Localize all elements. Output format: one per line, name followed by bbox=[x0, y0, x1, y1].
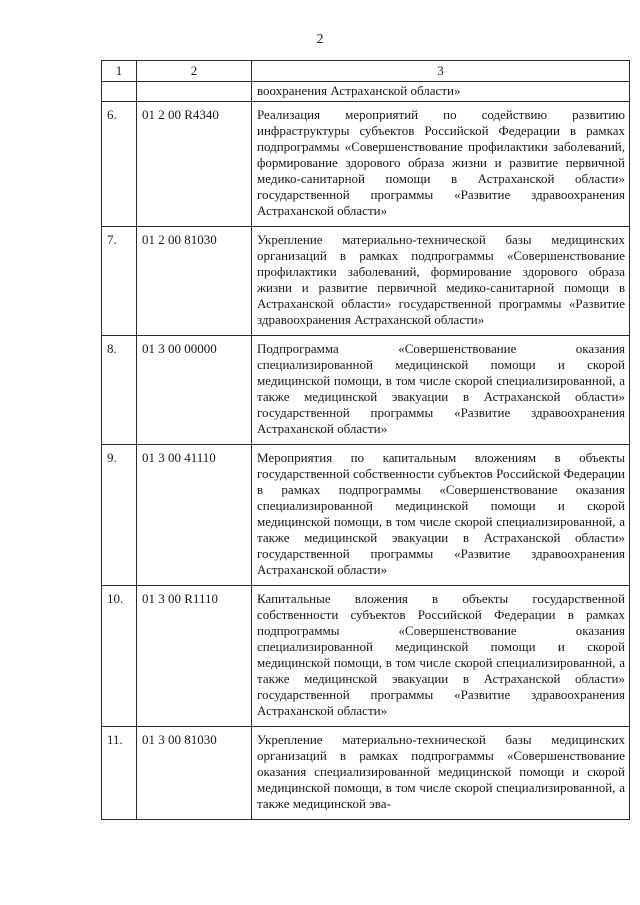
column-header-2: 2 bbox=[137, 61, 252, 82]
row-code: 01 3 00 81030 bbox=[137, 727, 252, 820]
row-number: 8. bbox=[102, 336, 137, 445]
row-number: 6. bbox=[102, 102, 137, 227]
table-row-continuation bbox=[102, 82, 630, 102]
table-row bbox=[102, 586, 630, 727]
row-description: Подпрограмма «Совершенствование оказания специализированной медицинской помощи и скорой медицинской помощи, в том числе скорой специализированной, а также медицинской эвакуации в Астраханской области» государственной программы «Развитие здравоохранения Астраханской области» bbox=[252, 336, 630, 445]
row-code: 01 3 00 R1110 bbox=[137, 586, 252, 727]
column-header-1: 1 bbox=[102, 61, 137, 82]
row-code: 01 2 00 R4340 bbox=[137, 102, 252, 227]
row-description: Капитальные вложения в объекты государственной собственности субъектов Российской Федерации в рамках подпрограммы «Совершенствование оказания специализированной медицинской помощи и скорой медицинской помощи, в том числе скорой специализированной, а также медицинской эвакуации в Астраханской области» государственной программы «Развитие здравоохранения Астраханской области» bbox=[252, 586, 630, 727]
table-row bbox=[102, 102, 630, 227]
row-code: 01 2 00 81030 bbox=[137, 227, 252, 336]
row-number: 9. bbox=[102, 445, 137, 586]
document-table bbox=[101, 60, 630, 820]
table-row bbox=[102, 445, 630, 586]
row-description: Укрепление материально-технической базы медицинских организаций в рамках подпрограммы «Совершенствование оказания специализированной медицинской помощи и скорой медицинской помощи, в том числе скорой специализированной, а также медицинской эва- bbox=[252, 727, 630, 820]
row-continuation-code bbox=[137, 82, 252, 102]
table-row bbox=[102, 336, 630, 445]
table-row bbox=[102, 227, 630, 336]
page-number: 2 bbox=[316, 32, 324, 47]
table-row bbox=[102, 727, 630, 820]
row-description: Укрепление материально-технической базы медицинских организаций в рамках подпрограммы «Совершенствование профилактики заболеваний, формирование здорового образа жизни и развитие первичной медико-санитарной помощи в Астраханской области» государственной программы «Развитие здравоохранения Астраханской области» bbox=[252, 227, 630, 336]
row-number: 7. bbox=[102, 227, 137, 336]
row-continuation-text: воохранения Астраханской области» bbox=[252, 82, 630, 102]
row-number: 11. bbox=[102, 727, 137, 820]
row-description: Реализация мероприятий по содействию развитию инфраструктуры субъектов Российской Федерации в рамках подпрограммы «Совершенствование профилактики заболеваний, формирование здорового образа жизни и развитие первичной медико-санитарной помощи в Астраханской области» государственной программы «Развитие здравоохранения Астраханской области» bbox=[252, 102, 630, 227]
row-continuation-num bbox=[102, 82, 137, 102]
row-number: 10. bbox=[102, 586, 137, 727]
row-code: 01 3 00 41110 bbox=[137, 445, 252, 586]
table-header-row bbox=[102, 61, 630, 82]
row-description: Мероприятия по капитальным вложениям в объекты государственной собственности субъектов Российской Федерации в рамках подпрограммы «Совершенствование оказания специализированной медицинской помощи и скорой медицинской помощи, в том числе скорой специализированной, а также медицинской эвакуации в Астраханской области» государственной программы «Развитие здравоохранения Астраханской области» bbox=[252, 445, 630, 586]
column-header-3: 3 bbox=[252, 61, 630, 82]
row-code: 01 3 00 00000 bbox=[137, 336, 252, 445]
